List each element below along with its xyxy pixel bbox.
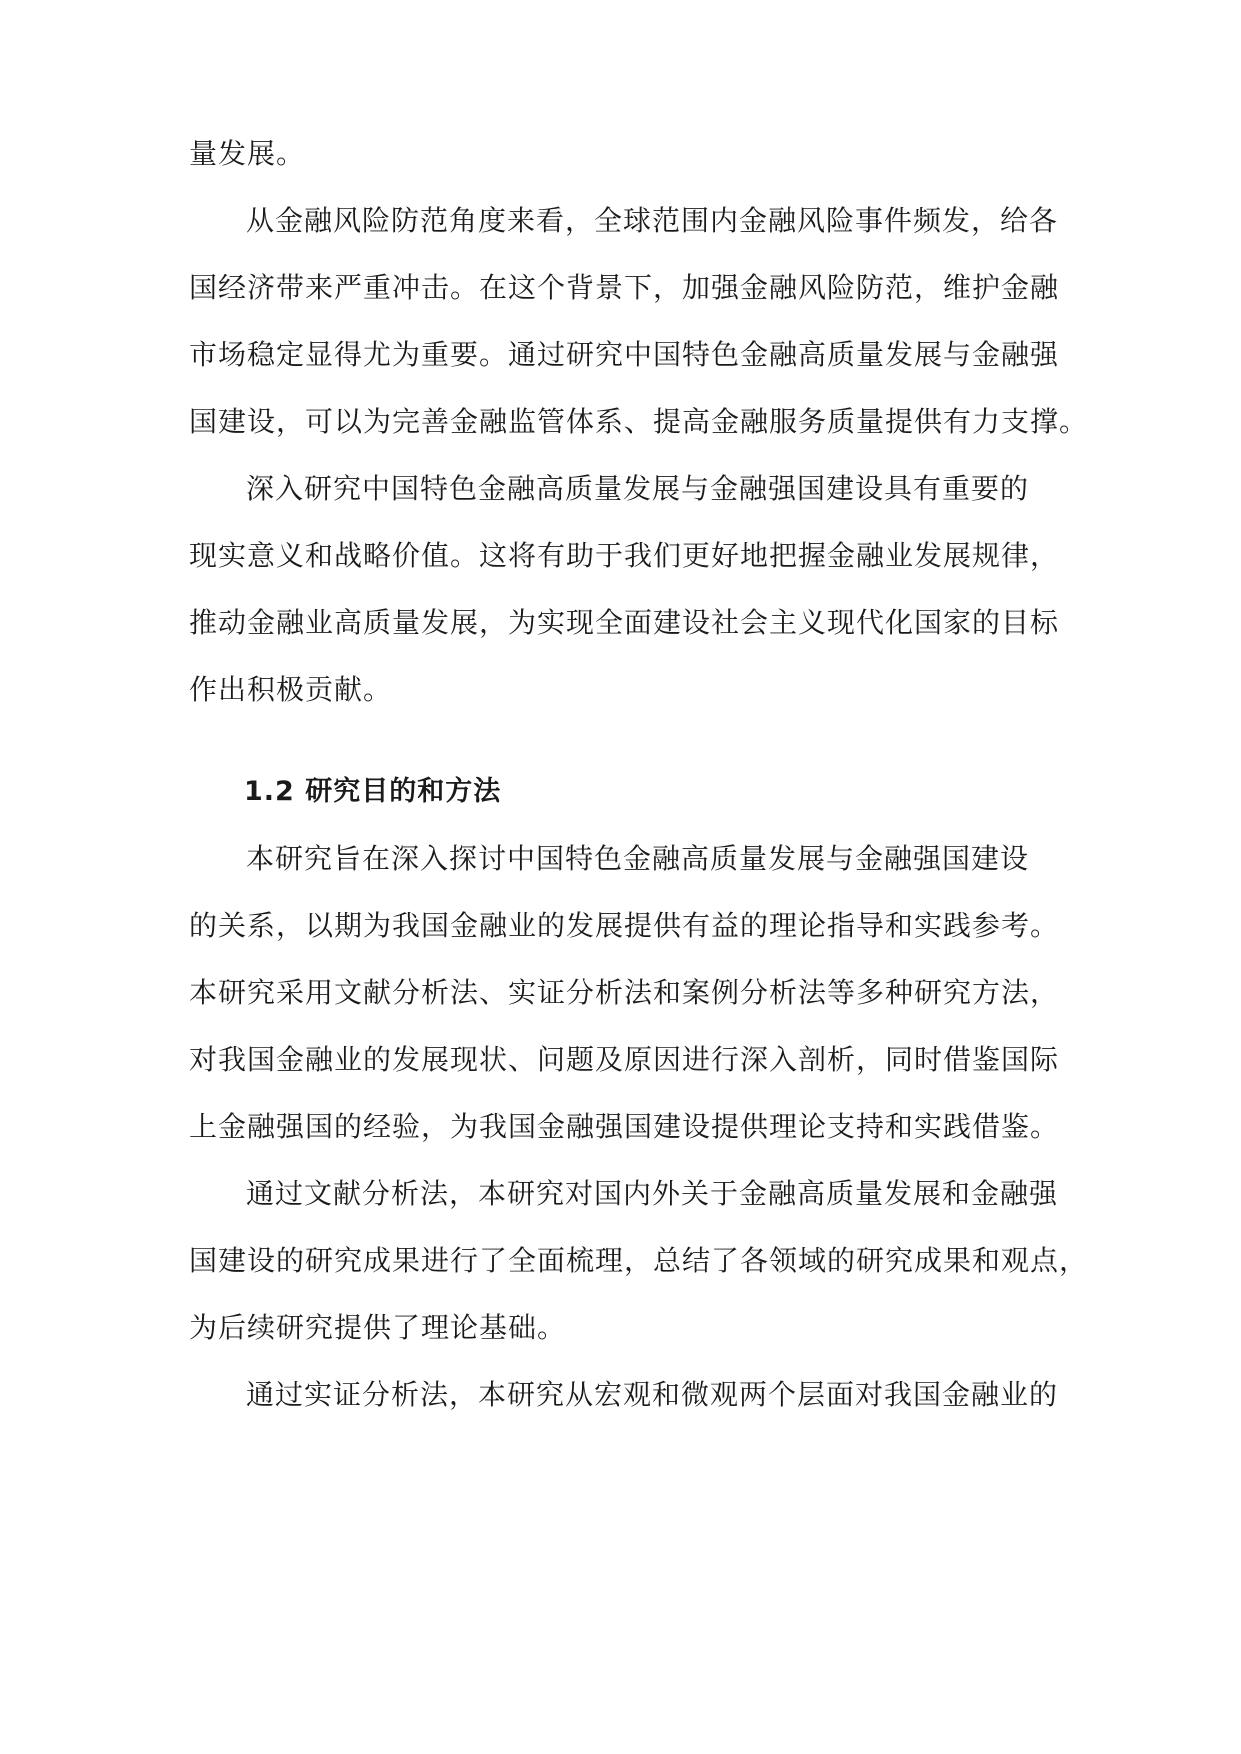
paragraph-line: 本研究旨在深入探讨中国特色金融高质量发展与金融强国建设 — [246, 842, 1030, 875]
paragraph-line: 上金融强国的经验，为我国金融强国建设提供理论支持和实践借鉴。 — [189, 1110, 1060, 1143]
paragraph-line: 作出积极贡献。 — [189, 673, 393, 706]
paragraph-line: 现实意义和战略价值。这将有助于我们更好地把握金融业发展规律， — [189, 539, 1060, 572]
paragraph-line: 为后续研究提供了理论基础。 — [189, 1311, 567, 1344]
paragraph-line: 深入研究中国特色金融高质量发展与金融强国建设具有重要的 — [246, 472, 1030, 505]
paragraph-line: 对我国金融业的发展现状、问题及原因进行深入剖析，同时借鉴国际 — [189, 1043, 1060, 1076]
paragraph-line: 市场稳定显得尤为重要。通过研究中国特色金融高质量发展与金融强 — [189, 338, 1060, 371]
paragraph-line: 推动金融业高质量发展，为实现全面建设社会主义现代化国家的目标 — [189, 606, 1060, 639]
paragraph-line: 国建设，可以为完善金融监管体系、提高金融服务质量提供有力支撑。 — [189, 405, 1089, 438]
paragraph-line: 从金融风险防范角度来看，全球范围内金融风险事件频发，给各 — [246, 204, 1059, 237]
paragraph-line: 国经济带来严重冲击。在这个背景下，加强金融风险防范，维护金融 — [189, 271, 1060, 304]
paragraph-line: 的关系，以期为我国金融业的发展提供有益的理论指导和实践参考。 — [189, 909, 1060, 942]
paragraph-line: 通过文献分析法，本研究对国内外关于金融高质量发展和金融强 — [246, 1177, 1059, 1210]
paragraph-line: 本研究采用文献分析法、实证分析法和案例分析法等多种研究方法， — [189, 976, 1060, 1009]
paragraph-line: 国建设的研究成果进行了全面梳理，总结了各领域的研究成果和观点， — [189, 1244, 1089, 1277]
paragraph-line: 通过实证分析法，本研究从宏观和微观两个层面对我国金融业的 — [246, 1378, 1059, 1411]
paragraph-continuation-line: 量发展。 — [189, 137, 306, 170]
section-heading: 1.2 研究目的和方法 — [244, 776, 502, 807]
